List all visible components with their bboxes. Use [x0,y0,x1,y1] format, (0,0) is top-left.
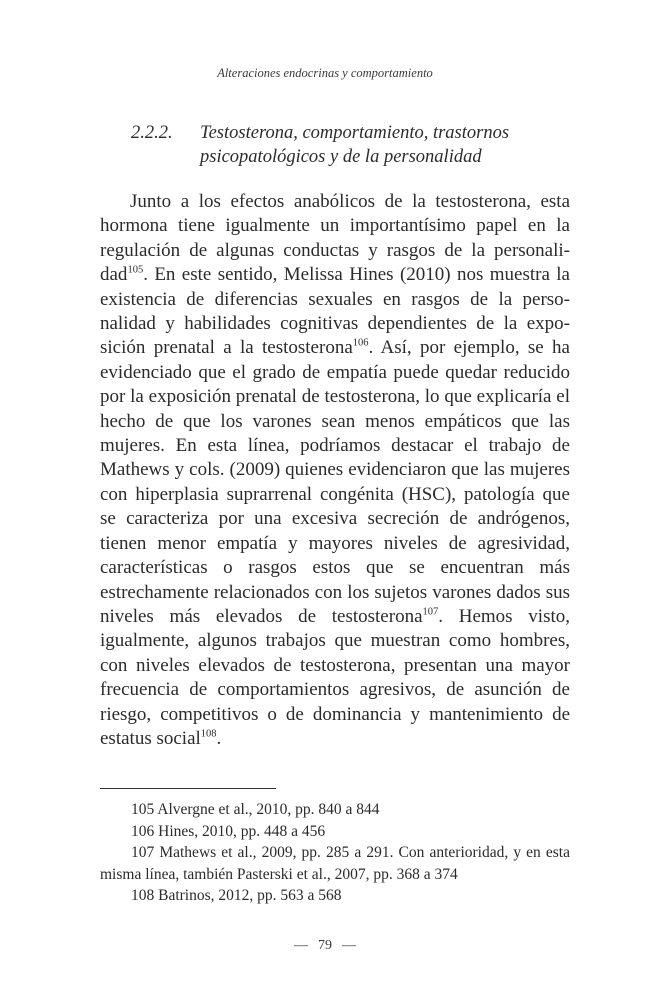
footnote-divider [100,788,276,789]
section-title-line-2: psicopatológicos y de la personalidad [200,147,482,167]
footnote-ref-106: 106 [352,338,369,350]
section-title [200,121,580,169]
section-title-line-1: Testosterona, comportamiento, trastornos [200,123,510,143]
body-text-segment-1: Junto a los efectos anabólicos de la testosterona, esta hormona tiene igualmente un importantísimo papel en la regulación de algunas conductas y rasgos de la personalidad [100,191,570,286]
footnote-107: 107 Mathews et al., 2009, pp. 285 a 291. Con anterioridad, y en esta misma línea, también Pasterski et al., 2007, pp. 368 a 374 [100,844,570,883]
page-number-dash-right: — [342,938,356,953]
page-number [0,938,650,954]
footnote-106: 106 Hines, 2010, pp. 448 a 456 [131,822,326,840]
body-text-segment-3: . Así, por ejemplo, se ha evidenciado que el grado de empatía puede quedar reducido por la exposición prenatal de testosterona, lo que explicaría el hecho de que los varones sean menos empáticos que las mujeres. En esta línea, podríamos destacar el trabajo de Mathews y cols. (2009) quienes evidenciaron que las mujeres con hiperplasia suprarrenal congénita (HSC), patología que se caracteriza por una excesiva secreción de andrógenos, tienen menor empatía y mayores niveles de agresividad, características o rasgos estos que se encuentran más estrechamente relacionados con los sujetos varones dados sus niveles más elevados de testosterona [100,337,570,627]
footnote-ref-107: 107 [422,606,439,618]
section-number: 2.2.2. [131,123,173,143]
body-paragraph [100,190,570,751]
body-text-segment-2: . En este sentido, Melissa Hines (2010) nos muestra la existencia de diferencias sexuales en rasgos de la personalidad y habilidades cognitivas dependientes de la exposición prenatal a la testosterona [100,264,570,359]
footnote-105: 105 Alvergne et al., 2010, pp. 840 a 844 [131,801,380,818]
footnotes [100,799,570,907]
page-number-value: 79 [318,938,332,953]
running-header: Alteraciones endocrinas y comportamiento [217,66,433,80]
footnote-ref-108: 108 [200,728,217,740]
footnote-ref-105: 105 [127,264,144,276]
footnote-108: 108 Batrinos, 2012, pp. 563 a 568 [131,887,342,904]
body-text-segment-5: . [216,727,222,749]
page-number-dash-left: — [294,938,308,953]
body-text-segment-4: . Hemos visto, igualmente, algunos trabajos que muestran como hombres, con niveles elevados de testosterona, presentan una mayor frecuencia de comportamientos agresivos, de asunción de riesgo, competitivos o de dominancia y mantenimiento de estatus social [100,605,570,749]
